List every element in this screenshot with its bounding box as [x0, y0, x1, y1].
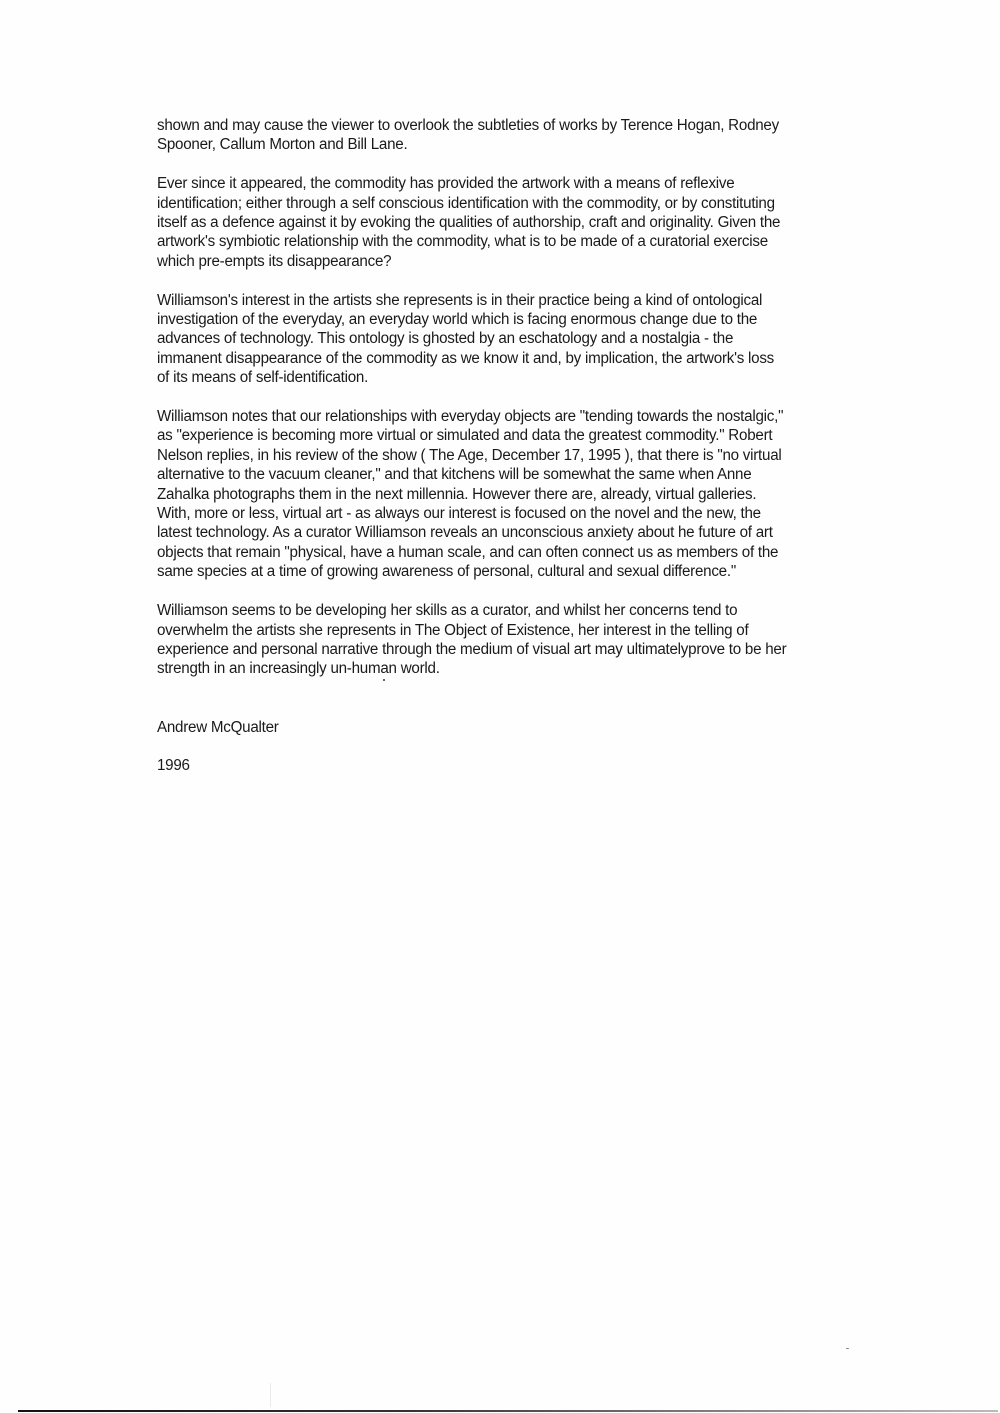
scan-speck: [846, 1348, 849, 1349]
scan-artifact-line: [270, 1383, 271, 1407]
bottom-scan-edge: [18, 1410, 998, 1412]
paragraph-5: Williamson seems to be developing her skills as a curator, and whilst her concerns tend to overwhelm the artists she represents in The Object of Existence, her interest in the telling of experience and personal narrative through the medium of visual art may ultimatelyprove to be her strength in an increasingly un-human world.: [157, 602, 787, 678]
author-year: 1996: [157, 757, 190, 775]
paragraph-2: Ever since it appeared, the commodity has provided the artwork with a means of reflexive identification; either through a self conscious identification with the commodity, or by constituting itself as a defence against it by evoking the qualities of authorship, craft and originality. Given the artwork's symbiotic relationship with the commodity, what is to be made of a curatorial exercise which pre-empts its disappearance?: [157, 175, 781, 270]
author-signature: [157, 698, 886, 795]
author-name: Andrew McQualter: [157, 718, 279, 736]
scan-speck: [383, 679, 385, 681]
paragraph-3: Williamson's interest in the artists she represents is in their practice being a kind of ontological investigation of the everyday, an everyday world which is facing enormous change due to the advances of technology. This ontology is ghosted by an eschatology and a nostalgia - the immanent disappearance of the commodity as we know it and, by implication, the artwork's loss of its means of self-identification.: [157, 291, 775, 387]
article-body: [157, 116, 886, 795]
paragraph-1: shown and may cause the viewer to overlook the subtleties of works by Terence Hogan, Rodney Spooner, Callum Morton and Bill Lane.: [157, 117, 779, 154]
paragraph-4: Williamson notes that our relationships with everyday objects are "tending towards the nostalgic," as "experience is becoming more virtual or simulated and data the greatest commodity." Robert Nelson replies, in his review of the show ( The Age, December 17, 1995 ), that there is "no virtual alternative to the vacuum cleaner," and that kitchens will be somewhat the same when Anne Zahalka photographs them in the next millennia. However there are, already, virtual galleries. With, more or less, virtual art - as always our interest is focused on the novel and the new, the latest technology. As a curator Williamson reveals an unconscious anxiety about he future of art objects that remain "physical, have a human scale, and can often connect us as members of the same species at a time of growing awareness of personal, cultural and sexual difference.": [157, 408, 784, 581]
